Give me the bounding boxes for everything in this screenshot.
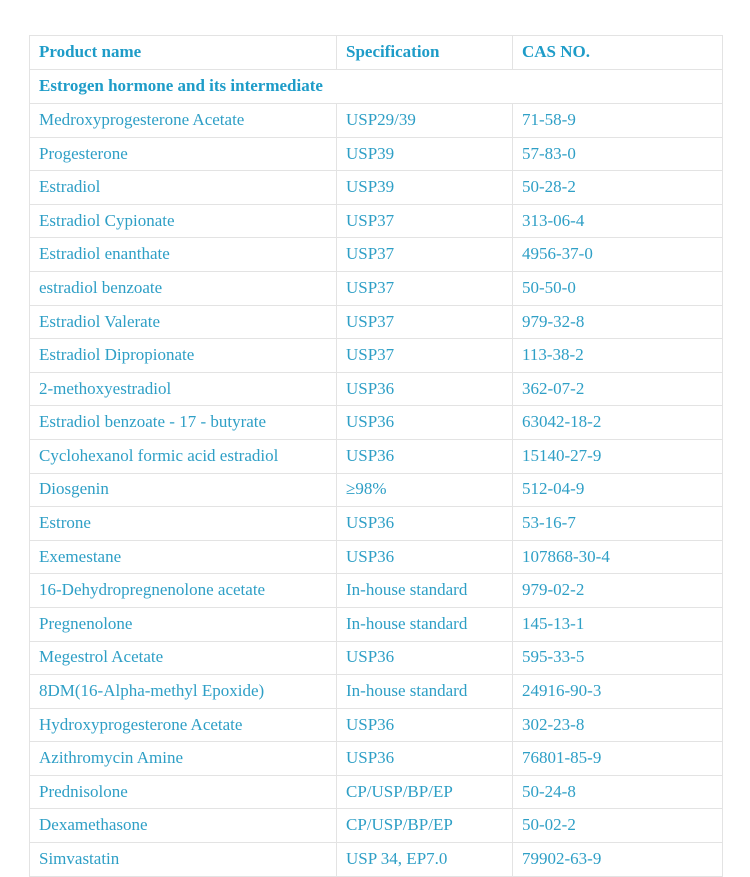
table-row	[30, 507, 723, 541]
cell-spec: USP39	[337, 171, 513, 205]
product-catalog-table	[29, 35, 723, 877]
column-header-product-name: Product name	[30, 36, 337, 70]
cell-spec: USP36	[337, 708, 513, 742]
cell-name: Diosgenin	[30, 473, 337, 507]
cell-spec: USP36	[337, 641, 513, 675]
cell-name: Cyclohexanol formic acid estradiol	[30, 439, 337, 473]
table-row	[30, 607, 723, 641]
cell-spec: In-house standard	[337, 607, 513, 641]
cell-cas: 145-13-1	[513, 607, 723, 641]
cell-cas: 50-24-8	[513, 775, 723, 809]
cell-spec: USP37	[337, 204, 513, 238]
product-table-wrapper	[29, 35, 722, 877]
cell-spec: USP37	[337, 271, 513, 305]
cell-name: Megestrol Acetate	[30, 641, 337, 675]
table-row	[30, 843, 723, 877]
cell-name: Simvastatin	[30, 843, 337, 877]
cell-name: 2-methoxyestradiol	[30, 372, 337, 406]
cell-name: Prednisolone	[30, 775, 337, 809]
cell-name: estradiol benzoate	[30, 271, 337, 305]
cell-cas: 76801-85-9	[513, 742, 723, 776]
cell-spec: USP36	[337, 372, 513, 406]
cell-name: Estradiol Cypionate	[30, 204, 337, 238]
table-row	[30, 305, 723, 339]
cell-spec: USP37	[337, 339, 513, 373]
cell-name: Estrone	[30, 507, 337, 541]
cell-cas: 24916-90-3	[513, 675, 723, 709]
cell-cas: 595-33-5	[513, 641, 723, 675]
cell-cas: 4956-37-0	[513, 238, 723, 272]
cell-cas: 512-04-9	[513, 473, 723, 507]
cell-spec: CP/USP/BP/EP	[337, 809, 513, 843]
group-heading-row	[30, 70, 723, 104]
cell-spec: In-house standard	[337, 574, 513, 608]
table-row	[30, 473, 723, 507]
table-row	[30, 574, 723, 608]
table-row	[30, 104, 723, 138]
cell-name: Azithromycin Amine	[30, 742, 337, 776]
cell-spec: USP 34, EP7.0	[337, 843, 513, 877]
cell-cas: 53-16-7	[513, 507, 723, 541]
table-row	[30, 372, 723, 406]
table-row	[30, 406, 723, 440]
table-row	[30, 271, 723, 305]
cell-name: Estradiol	[30, 171, 337, 205]
column-header-cas-no: CAS NO.	[513, 36, 723, 70]
cell-spec: In-house standard	[337, 675, 513, 709]
header-row	[30, 36, 723, 70]
cell-cas: 79902-63-9	[513, 843, 723, 877]
cell-spec: USP36	[337, 742, 513, 776]
table-row	[30, 775, 723, 809]
cell-cas: 50-02-2	[513, 809, 723, 843]
cell-cas: 57-83-0	[513, 137, 723, 171]
table-row	[30, 137, 723, 171]
table-row	[30, 339, 723, 373]
table-body	[30, 70, 723, 877]
cell-spec: CP/USP/BP/EP	[337, 775, 513, 809]
cell-cas: 50-28-2	[513, 171, 723, 205]
table-row	[30, 540, 723, 574]
cell-name: Dexamethasone	[30, 809, 337, 843]
cell-spec: USP29/39	[337, 104, 513, 138]
cell-cas: 979-32-8	[513, 305, 723, 339]
cell-name: 16-Dehydropregnenolone acetate	[30, 574, 337, 608]
cell-name: Estradiol enanthate	[30, 238, 337, 272]
table-row	[30, 238, 723, 272]
cell-spec: USP36	[337, 406, 513, 440]
cell-name: Progesterone	[30, 137, 337, 171]
cell-name: Estradiol Valerate	[30, 305, 337, 339]
table-row	[30, 675, 723, 709]
cell-name: Exemestane	[30, 540, 337, 574]
cell-cas: 313-06-4	[513, 204, 723, 238]
column-header-specification: Specification	[337, 36, 513, 70]
table-row	[30, 641, 723, 675]
cell-name: Medroxyprogesterone Acetate	[30, 104, 337, 138]
cell-name: Estradiol Dipropionate	[30, 339, 337, 373]
cell-cas: 113-38-2	[513, 339, 723, 373]
cell-cas: 979-02-2	[513, 574, 723, 608]
table-row	[30, 204, 723, 238]
cell-cas: 63042-18-2	[513, 406, 723, 440]
cell-spec: USP37	[337, 238, 513, 272]
group-heading-label: Estrogen hormone and its intermediate	[30, 70, 723, 104]
table-row	[30, 809, 723, 843]
cell-spec: USP36	[337, 439, 513, 473]
cell-cas: 107868-30-4	[513, 540, 723, 574]
cell-cas: 71-58-9	[513, 104, 723, 138]
cell-cas: 15140-27-9	[513, 439, 723, 473]
cell-spec: USP36	[337, 540, 513, 574]
cell-spec: USP37	[337, 305, 513, 339]
cell-name: Hydroxyprogesterone Acetate	[30, 708, 337, 742]
cell-name: Estradiol benzoate - 17 - butyrate	[30, 406, 337, 440]
table-header	[30, 36, 723, 70]
cell-cas: 302-23-8	[513, 708, 723, 742]
cell-spec: USP36	[337, 507, 513, 541]
table-row	[30, 439, 723, 473]
table-row	[30, 708, 723, 742]
cell-cas: 50-50-0	[513, 271, 723, 305]
cell-spec: USP39	[337, 137, 513, 171]
cell-spec: ≥98%	[337, 473, 513, 507]
cell-name: Pregnenolone	[30, 607, 337, 641]
table-row	[30, 742, 723, 776]
cell-cas: 362-07-2	[513, 372, 723, 406]
table-row	[30, 171, 723, 205]
cell-name: 8DM(16-Alpha-methyl Epoxide)	[30, 675, 337, 709]
